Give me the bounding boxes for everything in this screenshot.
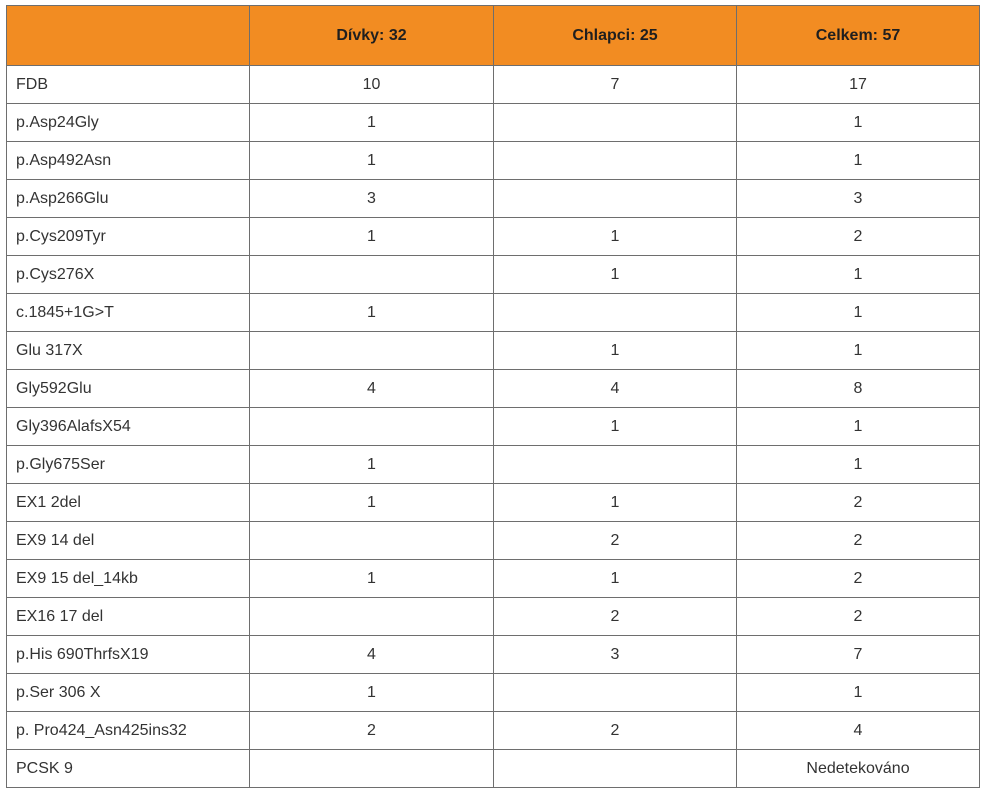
mutation-name-cell: p.Cys276X [7, 256, 250, 294]
table-row [7, 560, 980, 598]
table-row [7, 712, 980, 750]
girls-count-cell [250, 750, 494, 788]
total-count-cell: 1 [737, 256, 980, 294]
table-row [7, 142, 980, 180]
mutation-name-cell: Gly396AlafsX54 [7, 408, 250, 446]
boys-count-cell [494, 294, 737, 332]
mutation-name-cell: EX16 17 del [7, 598, 250, 636]
girls-count-cell: 2 [250, 712, 494, 750]
mutation-name-cell: p.Asp492Asn [7, 142, 250, 180]
girls-count-cell [250, 598, 494, 636]
mutation-table-container [6, 5, 979, 788]
boys-count-cell [494, 446, 737, 484]
table-row [7, 218, 980, 256]
boys-count-cell: 7 [494, 66, 737, 104]
boys-count-cell [494, 750, 737, 788]
mutation-name-cell: EX1 2del [7, 484, 250, 522]
total-count-cell: 1 [737, 142, 980, 180]
girls-count-cell [250, 332, 494, 370]
header-row [7, 6, 980, 66]
mutation-table [6, 5, 980, 788]
boys-count-cell: 1 [494, 332, 737, 370]
table-row [7, 674, 980, 712]
boys-count-cell [494, 674, 737, 712]
boys-count-cell: 2 [494, 598, 737, 636]
mutation-name-cell: p.His 690ThrfsX19 [7, 636, 250, 674]
girls-count-cell: 1 [250, 218, 494, 256]
mutation-name-cell: p. Pro424_Asn425ins32 [7, 712, 250, 750]
total-count-cell: 7 [737, 636, 980, 674]
girls-count-cell: 1 [250, 560, 494, 598]
total-count-cell: 2 [737, 522, 980, 560]
boys-count-cell [494, 142, 737, 180]
boys-count-cell [494, 104, 737, 142]
boys-count-cell: 4 [494, 370, 737, 408]
mutation-name-cell: EX9 14 del [7, 522, 250, 560]
boys-count-cell: 2 [494, 712, 737, 750]
boys-count-cell: 3 [494, 636, 737, 674]
total-count-cell: 1 [737, 674, 980, 712]
total-count-cell: 2 [737, 598, 980, 636]
table-row [7, 484, 980, 522]
total-count-cell: 1 [737, 104, 980, 142]
girls-count-cell: 10 [250, 66, 494, 104]
mutation-name-cell: Glu 317X [7, 332, 250, 370]
girls-count-cell: 1 [250, 484, 494, 522]
header-cell-empty [7, 6, 250, 66]
total-count-cell: 1 [737, 294, 980, 332]
girls-count-cell: 4 [250, 636, 494, 674]
table-row [7, 750, 980, 788]
girls-count-cell [250, 408, 494, 446]
total-count-cell: 4 [737, 712, 980, 750]
boys-count-cell: 2 [494, 522, 737, 560]
mutation-name-cell: p.Gly675Ser [7, 446, 250, 484]
girls-count-cell [250, 256, 494, 294]
mutation-name-cell: PCSK 9 [7, 750, 250, 788]
table-row [7, 636, 980, 674]
girls-count-cell: 1 [250, 142, 494, 180]
table-row [7, 104, 980, 142]
table-row [7, 408, 980, 446]
total-count-cell: 2 [737, 484, 980, 522]
girls-count-cell: 1 [250, 294, 494, 332]
table-row [7, 180, 980, 218]
mutation-name-cell: p.Ser 306 X [7, 674, 250, 712]
mutation-name-cell: p.Cys209Tyr [7, 218, 250, 256]
table-row [7, 294, 980, 332]
total-count-cell: 8 [737, 370, 980, 408]
total-count-cell: 3 [737, 180, 980, 218]
mutation-name-cell: FDB [7, 66, 250, 104]
header-cell-girls: Dívky: 32 [250, 6, 494, 66]
girls-count-cell [250, 522, 494, 560]
table-header [7, 6, 980, 66]
total-count-cell: 2 [737, 560, 980, 598]
table-row [7, 598, 980, 636]
girls-count-cell: 1 [250, 674, 494, 712]
total-count-cell: 1 [737, 446, 980, 484]
table-row [7, 446, 980, 484]
table-row [7, 332, 980, 370]
table-row [7, 66, 980, 104]
mutation-name-cell: Gly592Glu [7, 370, 250, 408]
total-count-cell: 17 [737, 66, 980, 104]
mutation-name-cell: p.Asp266Glu [7, 180, 250, 218]
boys-count-cell: 1 [494, 408, 737, 446]
total-count-cell: Nedetekováno [737, 750, 980, 788]
header-cell-total: Celkem: 57 [737, 6, 980, 66]
boys-count-cell [494, 180, 737, 218]
total-count-cell: 1 [737, 332, 980, 370]
girls-count-cell: 1 [250, 104, 494, 142]
table-row [7, 256, 980, 294]
girls-count-cell: 4 [250, 370, 494, 408]
total-count-cell: 2 [737, 218, 980, 256]
header-cell-boys: Chlapci: 25 [494, 6, 737, 66]
boys-count-cell: 1 [494, 256, 737, 294]
mutation-name-cell: p.Asp24Gly [7, 104, 250, 142]
mutation-name-cell: c.1845+1G>T [7, 294, 250, 332]
girls-count-cell: 1 [250, 446, 494, 484]
girls-count-cell: 3 [250, 180, 494, 218]
boys-count-cell: 1 [494, 218, 737, 256]
table-row [7, 522, 980, 560]
table-body [7, 66, 980, 788]
mutation-name-cell: EX9 15 del_14kb [7, 560, 250, 598]
boys-count-cell: 1 [494, 560, 737, 598]
total-count-cell: 1 [737, 408, 980, 446]
boys-count-cell: 1 [494, 484, 737, 522]
table-row [7, 370, 980, 408]
